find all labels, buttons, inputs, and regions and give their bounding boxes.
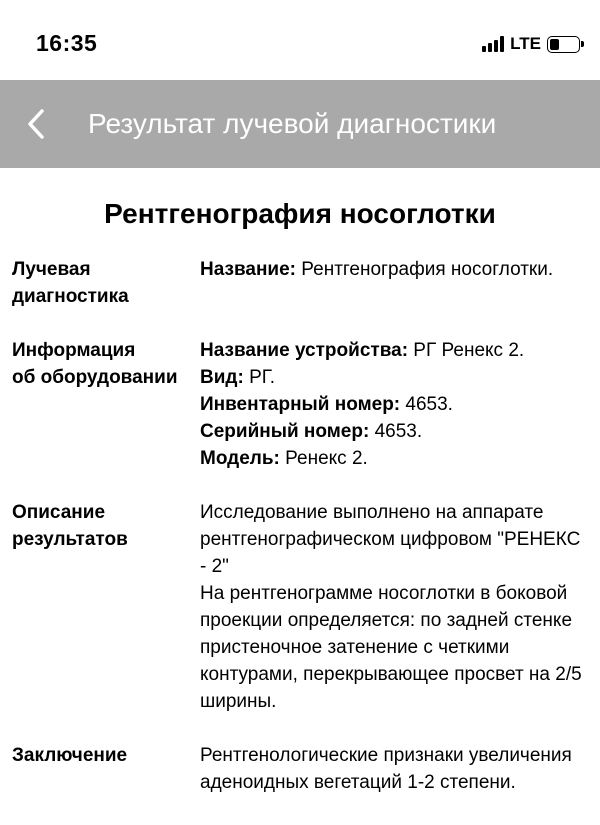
status-time: 16:35 <box>36 30 98 56</box>
app-bar <box>0 80 600 168</box>
status-bar <box>0 0 600 80</box>
equipment-field <box>200 418 586 445</box>
results-paragraph: На рентгенограмме носоглотки в боковой проекции определяется: по задней стенке пристеночное затенение с четкими контурами, перекрывающее просвет на 2/5 ширины. <box>200 583 582 712</box>
chevron-left-icon <box>26 108 46 140</box>
back-button[interactable] <box>18 106 54 142</box>
network-label: LTE <box>510 34 541 53</box>
section-label: Заключение <box>12 745 128 766</box>
field-key: Вид: <box>200 367 244 388</box>
section-label: Лучевая диагностика <box>12 259 129 307</box>
section-diagnostics <box>0 256 600 310</box>
equipment-field <box>200 337 586 364</box>
section-value <box>200 499 592 715</box>
field-value: 4653. <box>400 394 453 415</box>
field-value: РГ Ренекс 2. <box>408 340 525 361</box>
section-label: Описание результатов <box>12 502 128 550</box>
equipment-field <box>200 445 586 472</box>
field-key: Название устройства: <box>200 340 409 361</box>
section-value <box>200 337 592 472</box>
page-title: Результат лучевой диагностики <box>88 108 497 139</box>
section-value: Рентгенологические признаки увеличения аденоидных вегетаций 1-2 степени. <box>200 745 572 793</box>
field-key: Серийный номер: <box>200 421 370 442</box>
field-key: Модель: <box>200 448 280 469</box>
section-results <box>0 499 600 715</box>
section-equipment <box>0 337 600 472</box>
document-title: Рентгенография носоглотки <box>104 198 496 229</box>
field-value: 4653. <box>369 421 423 442</box>
status-icons <box>482 33 580 55</box>
section-value <box>200 256 592 310</box>
section-label: Информация об оборудовании <box>12 340 178 388</box>
field-value: РГ. <box>243 367 275 388</box>
battery-icon <box>547 36 580 53</box>
results-paragraph: Исследование выполнено на аппарате рентгенографическом цифровом "РЕНЕКС - 2" <box>200 502 581 577</box>
field-key: Инвентарный номер: <box>200 394 401 415</box>
field-key: Название: <box>200 259 297 280</box>
signal-icon <box>482 36 504 52</box>
field-value: Рентгенография носоглотки. <box>296 259 554 280</box>
document-content <box>0 168 600 796</box>
document-sections <box>0 256 600 796</box>
equipment-field <box>200 364 586 391</box>
equipment-field <box>200 391 586 418</box>
field-value: Ренекс 2. <box>279 448 368 469</box>
section-conclusion <box>0 742 600 796</box>
